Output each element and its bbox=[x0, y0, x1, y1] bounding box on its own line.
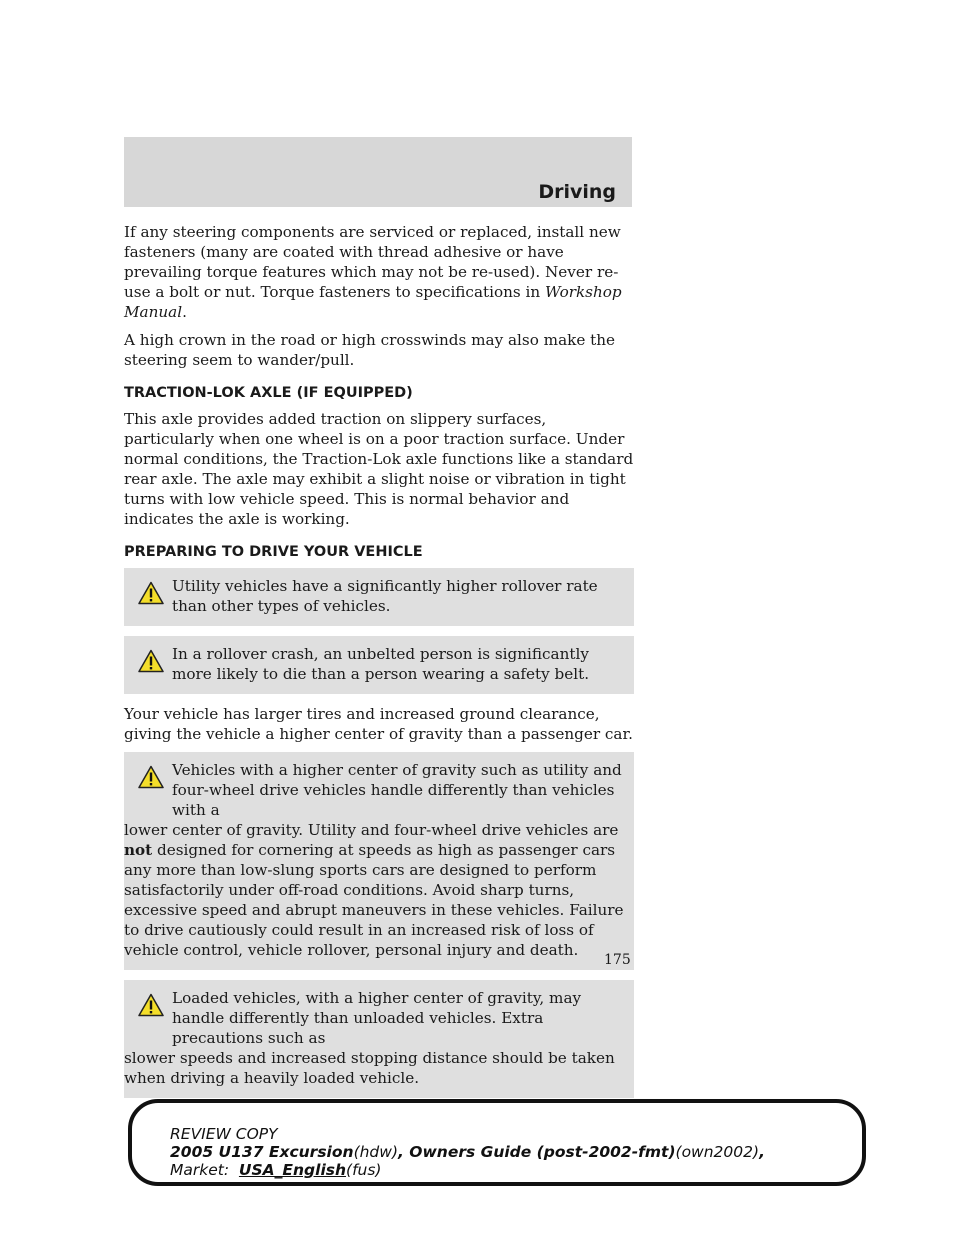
warning-text: Vehicles with a higher center of gravity such as utility and four-wheel drive vehicles handle differently than vehicles with a lower center of gravity. Utility and four-wheel drive vehicles are not designed for cornering at speeds as high as passenger cars any more than low-slung sports cars are designed to perform satisfactorily under off-road conditions. Avoid sharp turns, excessive speed and abrupt maneuvers in these vehicles. Failure to drive cautiously could result in an increased risk of loss of vehicle control, vehicle rollover, personal injury and death. bbox=[124, 761, 624, 959]
warning-box-loaded-vehicle bbox=[124, 980, 634, 1098]
heading-preparing: PREPARING TO DRIVE YOUR VEHICLE bbox=[124, 544, 423, 560]
footer-market-line: Market: USA_English(fus) bbox=[170, 1161, 382, 1179]
page-content bbox=[124, 222, 634, 1108]
warning-triangle-icon bbox=[138, 765, 164, 789]
warning-triangle-icon bbox=[138, 581, 164, 605]
warning-text: In a rollover crash, an unbelted person is significantly more likely to die than a person wearing a safety belt. bbox=[172, 645, 590, 683]
page-number: 175 bbox=[604, 952, 631, 968]
workshop-manual-reference: Workshop Manual bbox=[124, 283, 622, 321]
paragraph-traction-lok: This axle provides added traction on slippery surfaces, particularly when one wheel is on a poor traction surface. Under normal conditions, the Traction-Lok axle functions like a standard rear axle. The axle may exhibit a slight noise or vibration in tight turns with low vehicle speed. This is normal behavior and indicates the axle is working. bbox=[124, 410, 634, 528]
review-copy-footer bbox=[128, 1099, 866, 1186]
warning-box-seatbelt bbox=[124, 636, 634, 694]
paragraph-steering: If any steering components are serviced or replaced, install new fasteners (many are coated with thread adhesive or have prevailing torque features which may not be re-used). Never re-use a bolt or nut. Torque fasteners to specifications in Workshop Manual. bbox=[124, 223, 622, 321]
warning-triangle-icon bbox=[138, 993, 164, 1017]
footer-text bbox=[170, 1125, 860, 1179]
warning-box-rollover-rate bbox=[124, 568, 634, 626]
emphasis-not: not bbox=[124, 841, 153, 859]
paragraph-crosswind: A high crown in the road or high crosswinds may also make the steering seem to wander/pull. bbox=[124, 331, 616, 369]
review-copy-label: REVIEW COPY bbox=[170, 1125, 278, 1143]
warning-box-handling bbox=[124, 752, 634, 970]
paragraph-center-of-gravity: Your vehicle has larger tires and increased ground clearance, giving the vehicle a higher center of gravity than a passenger car. bbox=[124, 705, 633, 743]
heading-traction-lok: TRACTION-LOK AXLE (IF EQUIPPED) bbox=[124, 385, 413, 401]
section-title: Driving bbox=[538, 181, 616, 203]
warning-text: Loaded vehicles, with a higher center of gravity, may handle differently than unloaded vehicles. Extra precautions such as slower speeds and increased stopping distance should be taken when driving a heavily loaded vehicle. bbox=[124, 989, 615, 1087]
footer-model-line: 2005 U137 Excursion(hdw), Owners Guide (post-2002-fmt)(own2002), bbox=[170, 1143, 765, 1161]
warning-text: Utility vehicles have a significantly higher rollover rate than other types of vehicles. bbox=[172, 577, 598, 615]
warning-triangle-icon bbox=[138, 649, 164, 673]
header-band bbox=[124, 137, 632, 207]
